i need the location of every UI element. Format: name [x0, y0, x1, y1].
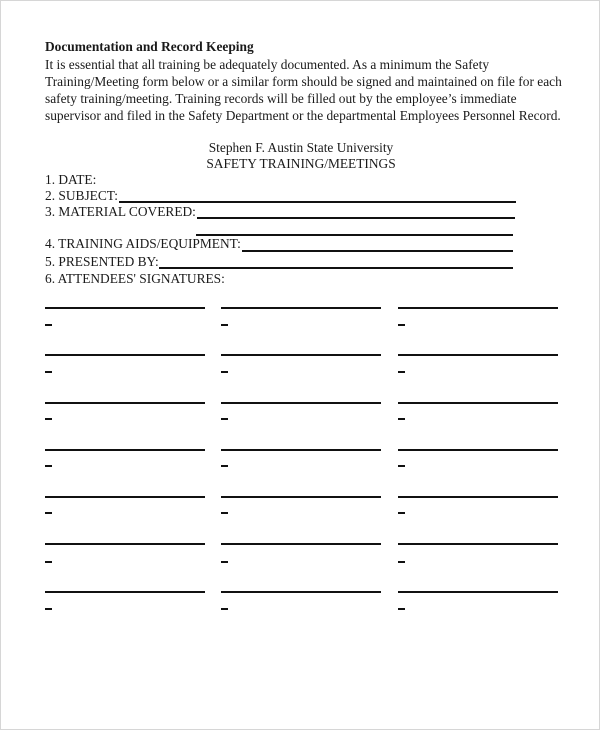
signature-line[interactable]: [398, 402, 558, 404]
signature-line[interactable]: [221, 591, 381, 593]
signature-dash: [45, 324, 52, 326]
section-title: Documentation and Record Keeping: [45, 39, 254, 54]
signature-line[interactable]: [398, 307, 558, 309]
signature-dash: [398, 324, 405, 326]
signature-dash: [221, 371, 228, 373]
signature-line[interactable]: [45, 307, 205, 309]
signature-dash: [221, 418, 228, 420]
paragraph-line: Training/Meeting form below or a similar form should be signed and maintained on file for each: [45, 74, 562, 89]
paragraph-line: It is essential that all training be adequately documented. As a minimum the Safety: [45, 57, 490, 72]
signature-dash: [221, 608, 228, 610]
form-title: SAFETY TRAINING/MEETINGS: [206, 156, 396, 171]
subject-field: [45, 188, 118, 204]
material-covered-label: 3. MATERIAL COVERED:: [45, 204, 196, 219]
signature-line[interactable]: [45, 591, 205, 593]
signature-dash: [45, 418, 52, 420]
signature-line[interactable]: [221, 354, 381, 356]
material-covered-input-line[interactable]: [197, 217, 515, 219]
signature-line[interactable]: [45, 449, 205, 451]
signature-line[interactable]: [398, 591, 558, 593]
material-covered-input-line-2[interactable]: [196, 234, 513, 236]
signature-dash: [221, 465, 228, 467]
signature-dash: [398, 512, 405, 514]
paragraph-line: safety training/meeting. Training records will be filled out by the employee’s immediate: [45, 91, 517, 106]
material-covered-field: [45, 204, 196, 220]
training-aids-input-line[interactable]: [242, 250, 513, 252]
signature-dash: [45, 465, 52, 467]
signature-line[interactable]: [221, 307, 381, 309]
presented-by-input-line[interactable]: [159, 267, 513, 269]
attendees-field: [45, 271, 225, 287]
signature-dash: [398, 371, 405, 373]
signature-dash: [398, 418, 405, 420]
presented-by-field: [45, 254, 159, 270]
signature-dash: [221, 512, 228, 514]
paragraph-line: supervisor and filed in the Safety Department or the departmental Employees Personnel Record.: [45, 108, 561, 123]
signature-line[interactable]: [398, 449, 558, 451]
signature-line[interactable]: [221, 449, 381, 451]
signature-line[interactable]: [45, 402, 205, 404]
signature-dash: [45, 512, 52, 514]
signature-line[interactable]: [221, 402, 381, 404]
signature-line[interactable]: [398, 496, 558, 498]
signature-line[interactable]: [45, 354, 205, 356]
signature-dash: [45, 561, 52, 563]
training-aids-label: 4. TRAINING AIDS/EQUIPMENT:: [45, 236, 241, 251]
intro-paragraph: [45, 56, 562, 124]
presented-by-label: 5. PRESENTED BY:: [45, 254, 159, 269]
signature-dash: [221, 324, 228, 326]
signature-line[interactable]: [398, 543, 558, 545]
signature-dash: [221, 561, 228, 563]
signature-line[interactable]: [221, 496, 381, 498]
attendees-label: 6. ATTENDEES' SIGNATURES:: [45, 271, 225, 286]
signature-dash: [398, 465, 405, 467]
date-field: [45, 172, 96, 188]
signature-dash: [398, 561, 405, 563]
signature-line[interactable]: [398, 354, 558, 356]
signature-line[interactable]: [45, 496, 205, 498]
signature-dash: [398, 608, 405, 610]
organization-name: Stephen F. Austin State University: [208, 140, 394, 155]
signature-dash: [45, 608, 52, 610]
signature-line[interactable]: [45, 543, 205, 545]
date-label: 1. DATE:: [45, 172, 97, 187]
signature-line[interactable]: [221, 543, 381, 545]
subject-label: 2. SUBJECT:: [45, 188, 118, 203]
signature-dash: [45, 371, 52, 373]
training-aids-field: [45, 236, 241, 252]
subject-input-line[interactable]: [119, 201, 516, 203]
